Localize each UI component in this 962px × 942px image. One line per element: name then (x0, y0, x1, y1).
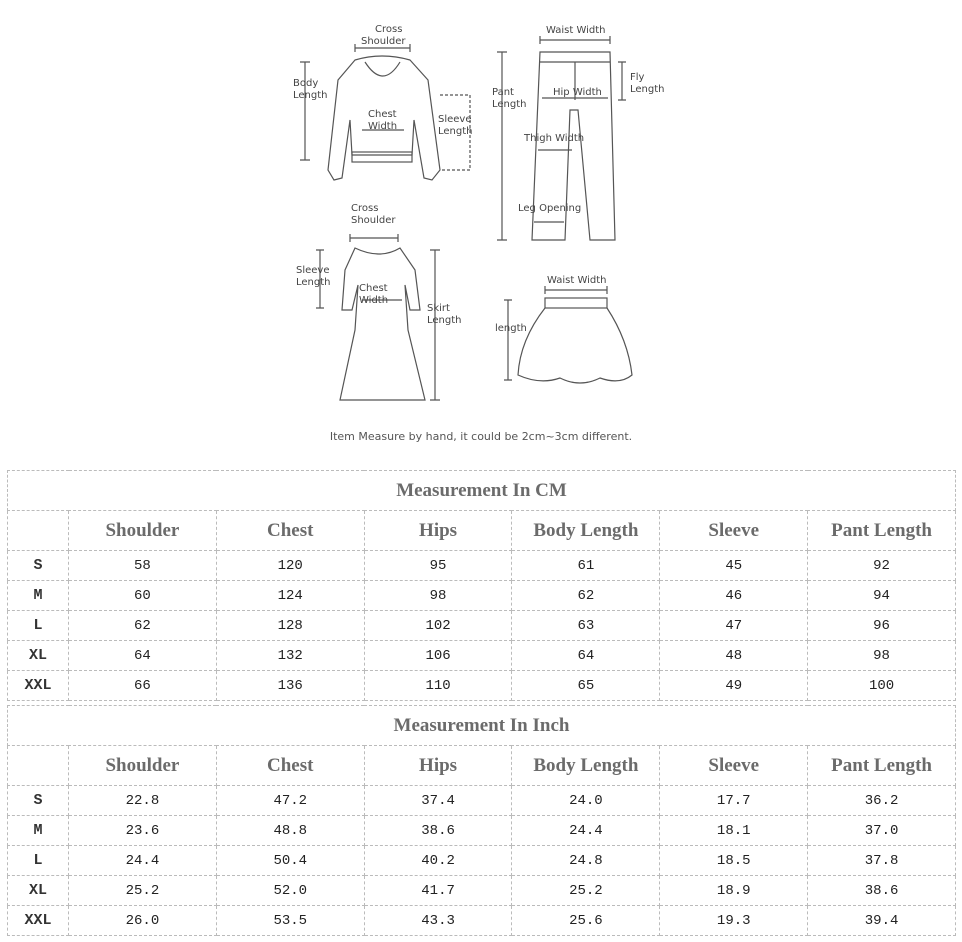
measurement-cell: 65 (512, 671, 660, 701)
label-cross-shoulder-2: Shoulder (361, 36, 406, 47)
measurement-cell: 37.8 (808, 846, 956, 876)
measurement-cell: 39.4 (808, 906, 956, 936)
label-body-length-2: Length (293, 90, 328, 101)
table-row (8, 876, 956, 906)
label-fly-length: Fly (630, 72, 645, 83)
table-row (8, 671, 956, 701)
measurement-cell: 63 (512, 611, 660, 641)
table-row (8, 816, 956, 846)
measurement-cell: 98 (364, 581, 512, 611)
measurement-cell: 47.2 (216, 786, 364, 816)
measurement-cell: 45 (660, 551, 808, 581)
measurement-cell: 98 (808, 641, 956, 671)
measure-caption: Item Measure by hand, it could be 2cm~3cm different. (329, 430, 633, 443)
size-label: S (8, 551, 69, 581)
label-chest-width: Chest (368, 109, 397, 120)
measurement-cell: 120 (216, 551, 364, 581)
measurement-cell: 41.7 (364, 876, 512, 906)
measurement-cell: 62 (512, 581, 660, 611)
measurement-cell: 64 (69, 641, 217, 671)
measurement-cell: 92 (808, 551, 956, 581)
measurement-cell: 60 (69, 581, 217, 611)
skirt-drawing (504, 286, 632, 383)
label-dress-cross-shoulder: Cross (351, 203, 379, 214)
measurement-cell: 62 (69, 611, 217, 641)
corner-cell (8, 511, 69, 551)
measurement-cell: 52.0 (216, 876, 364, 906)
table-row (8, 581, 956, 611)
column-header: Sleeve (660, 511, 808, 551)
corner-cell (8, 746, 69, 786)
label-sleeve-length: Sleeve (438, 114, 472, 125)
measurement-cell: 23.6 (69, 816, 217, 846)
label-waist-width: Waist Width (546, 25, 606, 36)
label-dress-cross-shoulder-2: Shoulder (351, 215, 396, 226)
measurement-cell: 24.4 (512, 816, 660, 846)
measurement-cell: 17.7 (660, 786, 808, 816)
measurement-cell: 26.0 (69, 906, 217, 936)
label-skirt-length-2: Length (427, 315, 462, 326)
size-label: L (8, 846, 69, 876)
measurement-cell: 94 (808, 581, 956, 611)
label-body-length: Body (293, 78, 319, 89)
size-label: S (8, 786, 69, 816)
measurement-cell: 36.2 (808, 786, 956, 816)
measurement-cell: 100 (808, 671, 956, 701)
size-label: XL (8, 641, 69, 671)
measurement-cell: 128 (216, 611, 364, 641)
column-header: Hips (364, 511, 512, 551)
table-row (8, 641, 956, 671)
size-label: XL (8, 876, 69, 906)
label-skirt-waist-width: Waist Width (547, 275, 607, 286)
size-label: L (8, 611, 69, 641)
measurement-cell: 110 (364, 671, 512, 701)
column-header: Pant Length (808, 746, 956, 786)
table-row (8, 846, 956, 876)
measurement-cell: 18.1 (660, 816, 808, 846)
size-label: M (8, 816, 69, 846)
table-row (8, 906, 956, 936)
measurement-cell: 25.2 (69, 876, 217, 906)
column-header: Pant Length (808, 511, 956, 551)
column-header: Shoulder (69, 746, 217, 786)
measurement-cell: 24.8 (512, 846, 660, 876)
measurement-cell: 25.6 (512, 906, 660, 936)
measurement-cell: 18.9 (660, 876, 808, 906)
dress-drawing (316, 234, 440, 400)
measurement-cell: 46 (660, 581, 808, 611)
measurement-cell: 95 (364, 551, 512, 581)
measurement-cell: 58 (69, 551, 217, 581)
measurement-cell: 61 (512, 551, 660, 581)
measurement-cell: 48.8 (216, 816, 364, 846)
size-label: M (8, 581, 69, 611)
label-hip-width: Hip Width (553, 87, 602, 98)
measurement-cell: 24.4 (69, 846, 217, 876)
measurement-cell: 37.4 (364, 786, 512, 816)
column-header: Chest (216, 746, 364, 786)
label-cross-shoulder: Cross (375, 24, 403, 35)
measurement-cell: 40.2 (364, 846, 512, 876)
label-dress-sleeve-length-2: Length (296, 277, 331, 288)
label-dress-sleeve-length: Sleeve (296, 265, 330, 276)
column-header: Chest (216, 511, 364, 551)
measurement-cell: 37.0 (808, 816, 956, 846)
measurement-diagram (0, 0, 962, 460)
table-row (8, 786, 956, 816)
measurement-cell: 19.3 (660, 906, 808, 936)
measurement-cell: 43.3 (364, 906, 512, 936)
measurement-cell: 136 (216, 671, 364, 701)
size-label: XXL (8, 671, 69, 701)
label-thigh-width: Thigh Width (524, 133, 585, 144)
measurement-cell: 18.5 (660, 846, 808, 876)
measurement-cell: 96 (808, 611, 956, 641)
label-skirt-length: Skirt (427, 303, 450, 314)
label-chest-width-2: Width (368, 121, 398, 132)
column-header: Shoulder (69, 511, 217, 551)
size-table-cm (7, 470, 956, 701)
label-leg-opening: Leg Opening (518, 203, 582, 214)
measurement-cell: 106 (364, 641, 512, 671)
size-label: XXL (8, 906, 69, 936)
measurement-cell: 64 (512, 641, 660, 671)
measurement-cell: 50.4 (216, 846, 364, 876)
label-pant-length-2: Length (492, 99, 527, 110)
table-title: Measurement In Inch (8, 706, 956, 746)
measurement-cell: 38.6 (808, 876, 956, 906)
label-fly-length-2: Length (630, 84, 665, 95)
label-skirt-only-length: length (495, 323, 527, 334)
label-sleeve-length-2: Length (438, 126, 473, 137)
table-title: Measurement In CM (8, 471, 956, 511)
label-pant-length: Pant (492, 87, 514, 98)
measurement-cell: 24.0 (512, 786, 660, 816)
column-header: Body Length (512, 511, 660, 551)
measurement-cell: 48 (660, 641, 808, 671)
measurement-cell: 49 (660, 671, 808, 701)
table-row (8, 551, 956, 581)
size-table-inch (7, 705, 956, 936)
measurement-cell: 66 (69, 671, 217, 701)
column-header: Body Length (512, 746, 660, 786)
measurement-cell: 53.5 (216, 906, 364, 936)
measurement-cell: 102 (364, 611, 512, 641)
measurement-cell: 47 (660, 611, 808, 641)
measurement-cell: 25.2 (512, 876, 660, 906)
measurement-cell: 132 (216, 641, 364, 671)
measurement-cell: 38.6 (364, 816, 512, 846)
table-row (8, 611, 956, 641)
measurement-cell: 22.8 (69, 786, 217, 816)
column-header: Hips (364, 746, 512, 786)
label-dress-chest-width: Chest (359, 283, 388, 294)
column-header: Sleeve (660, 746, 808, 786)
measurement-cell: 124 (216, 581, 364, 611)
label-dress-chest-width-2: Width (359, 295, 389, 306)
